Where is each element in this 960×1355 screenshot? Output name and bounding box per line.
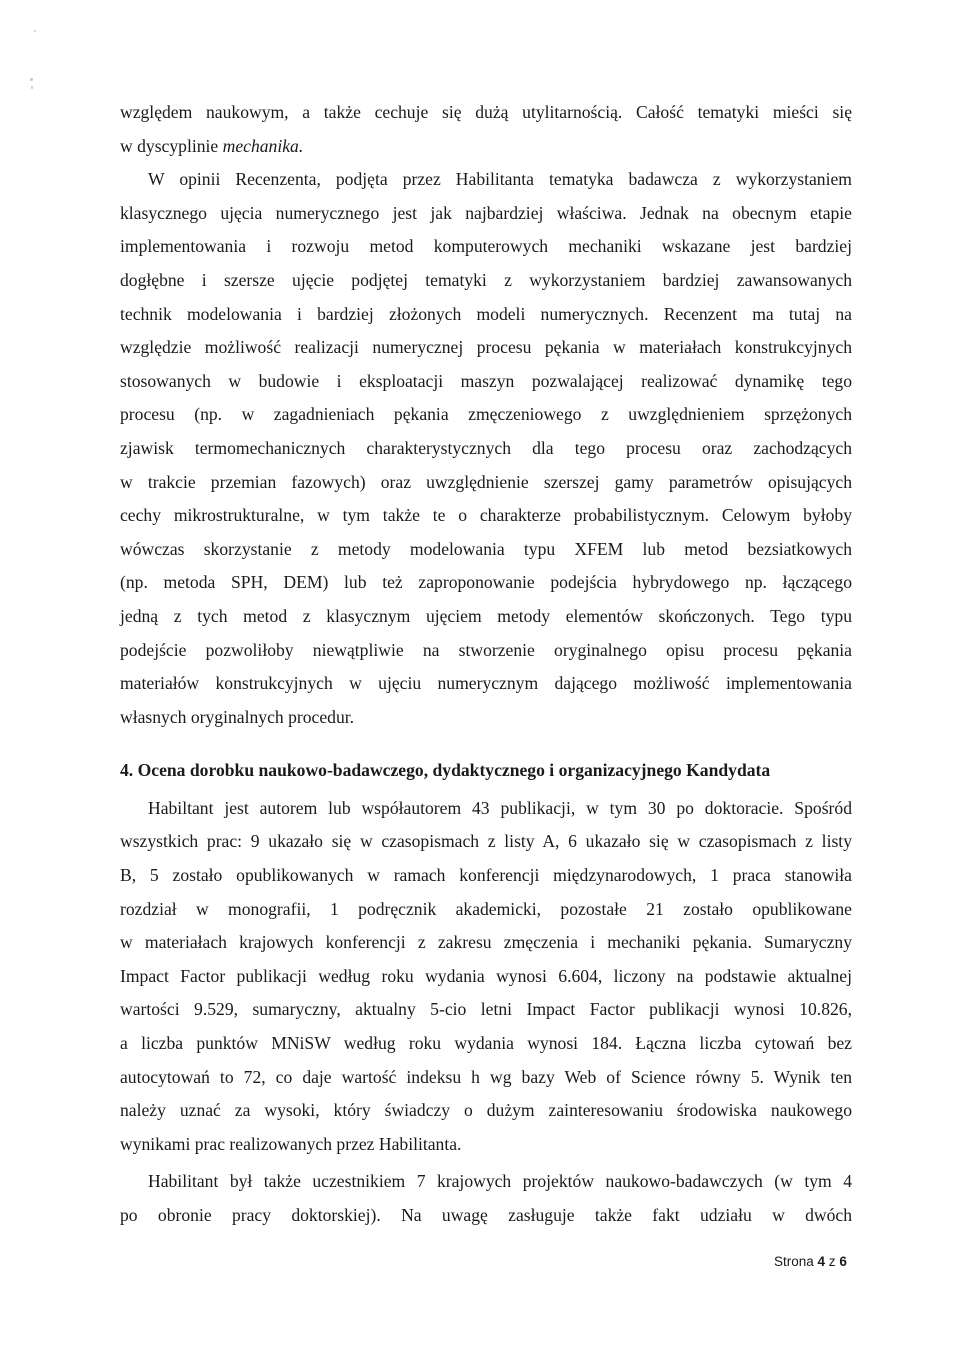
text-line: procesu (np. w zagadnieniach pękania zmęczeniowego z uwzględnieniem sprzężonych — [120, 404, 852, 425]
footer-prefix: Strona — [774, 1254, 818, 1269]
text-line: Habiltant jest autorem lub współautorem 43 publikacji, w tym 30 po doktoracie. Spośród — [148, 797, 852, 818]
page-body — [120, 96, 852, 1233]
text-line: własnych oryginalnych procedur. — [120, 706, 355, 727]
text-line — [120, 130, 852, 164]
text-line: Habilitant był także uczestnikiem 7 krajowych projektów naukowo-badawczych (w tym 4 — [148, 1171, 852, 1192]
text-line: dogłębne i szersze ujęcie podjętej tematyki z wykorzystaniem bardziej zawansowanych — [120, 269, 852, 290]
text-line: stosowanych w budowie i eksploatacji maszyn pozwalającej realizować dynamikę tego — [120, 370, 852, 391]
text-line: B, 5 zostało opublikowanych w ramach konferencji międzynarodowych, 1 praca stanowiła — [120, 865, 852, 886]
text-line: materiałów konstrukcyjnych w ujęciu numerycznym dającego możliwość implementowania — [120, 673, 852, 694]
page-number-footer — [774, 1254, 847, 1269]
text-line: w trakcie przemian fazowych) oraz uwzględnienie szerszej gamy parametrów opisujących — [120, 471, 852, 492]
text-line: wynikami prac realizowanych przez Habilitanta. — [120, 1133, 462, 1154]
text-line: wszystkich prac: 9 ukazało się w czasopismach z listy A, 6 ukazało się w czasopismach z listy — [120, 831, 852, 852]
text-line: Impact Factor publikacji według roku wydania wynosi 6.604, liczony na podstawie aktualnej — [120, 965, 852, 986]
footer-separator: z — [825, 1254, 840, 1269]
text-line: względem naukowym, a także cechuje się dużą utylitarnością. Całość tematyki mieści się — [120, 102, 852, 122]
text-line: należy uznać za wysoki, który świadczy o dużym zainteresowaniu środowiska naukowego — [120, 1100, 852, 1121]
paragraph-publications — [120, 792, 852, 1162]
text-line: wartości 9.529, sumaryczny, aktualny 5-cio letni Impact Factor publikacji wynosi 10.826, — [120, 999, 852, 1020]
text-line: (np. metoda SPH, DEM) lub też zaproponowanie podejścia hybrydowego np. łączącego — [120, 572, 852, 593]
text-line: wówczas skorzystanie z metody modelowania typu XFEM lub metod bezsiatkowych — [120, 538, 852, 559]
text-line: względzie możliwość realizacji numerycznej procesu pękania w materiałach konstrukcyjnych — [120, 337, 852, 358]
text-line: jedną z tych metod z klasycznym ujęciem metody elementów skończonych. Tego typu — [120, 605, 852, 626]
paragraph-reviewer-opinion — [120, 163, 852, 734]
footer-current-page: 4 — [817, 1254, 826, 1269]
text-line: autocytowań to 72, co daje wartość indeksu h wg bazy Web of Science równy 5. Wynik ten — [120, 1066, 852, 1087]
footer-total-pages: 6 — [839, 1254, 847, 1269]
text-line: implementowania i rozwoju metod komputerowych mechaniki wskazane jest bardziej — [120, 236, 852, 257]
text-line: klasycznego ujęcia numerycznego jest jak najbardziej właściwa. Jednak na obecnym etapie — [120, 202, 852, 223]
text-line: podejście pozwoliłoby niewątpliwie na stworzenie oryginalnego opisu procesu pękania — [120, 639, 852, 660]
text-line: zjawisk termomechanicznych charakterystycznych dla tego procesu oraz zachodzących — [120, 437, 852, 458]
text-line: cechy mikrostrukturalne, w tym także te o charakterze probabilistycznym. Celowym byłoby — [120, 505, 852, 526]
text-run: w dyscyplinie — [120, 135, 223, 156]
scan-speck — [34, 30, 36, 32]
text-line: technik modelowania i bardziej złożonych modeli numerycznych. Recenzent ma tutaj na — [120, 303, 852, 324]
text-line: W opinii Recenzenta, podjęta przez Habilitanta tematyka badawcza z wykorzystaniem — [148, 169, 852, 190]
text-line: rozdział w monografii, 1 podręcznik akademicki, pozostałe 21 zostało opublikowane — [120, 898, 852, 919]
scan-speck — [30, 78, 33, 81]
paragraph-intro — [120, 96, 852, 163]
italic-term: mechanika. — [222, 135, 304, 156]
paragraph-projects — [120, 1165, 852, 1232]
text-line: po obronie pracy doktorskiej). Na uwagę zasługuje także fakt udziału w dwóch — [120, 1205, 852, 1225]
text-line: w materiałach krajowych konferencji z zakresu zmęczenia i mechaniki pękania. Sumaryczny — [120, 932, 852, 953]
scan-speck — [31, 86, 33, 89]
section-heading: 4. Ocena dorobku naukowo-badawczego, dydaktycznego i organizacyjnego Kandydata — [120, 760, 771, 781]
text-line: a liczba punktów MNiSW według roku wydania wynosi 184. Łączna liczba cytowań bez — [120, 1033, 852, 1054]
